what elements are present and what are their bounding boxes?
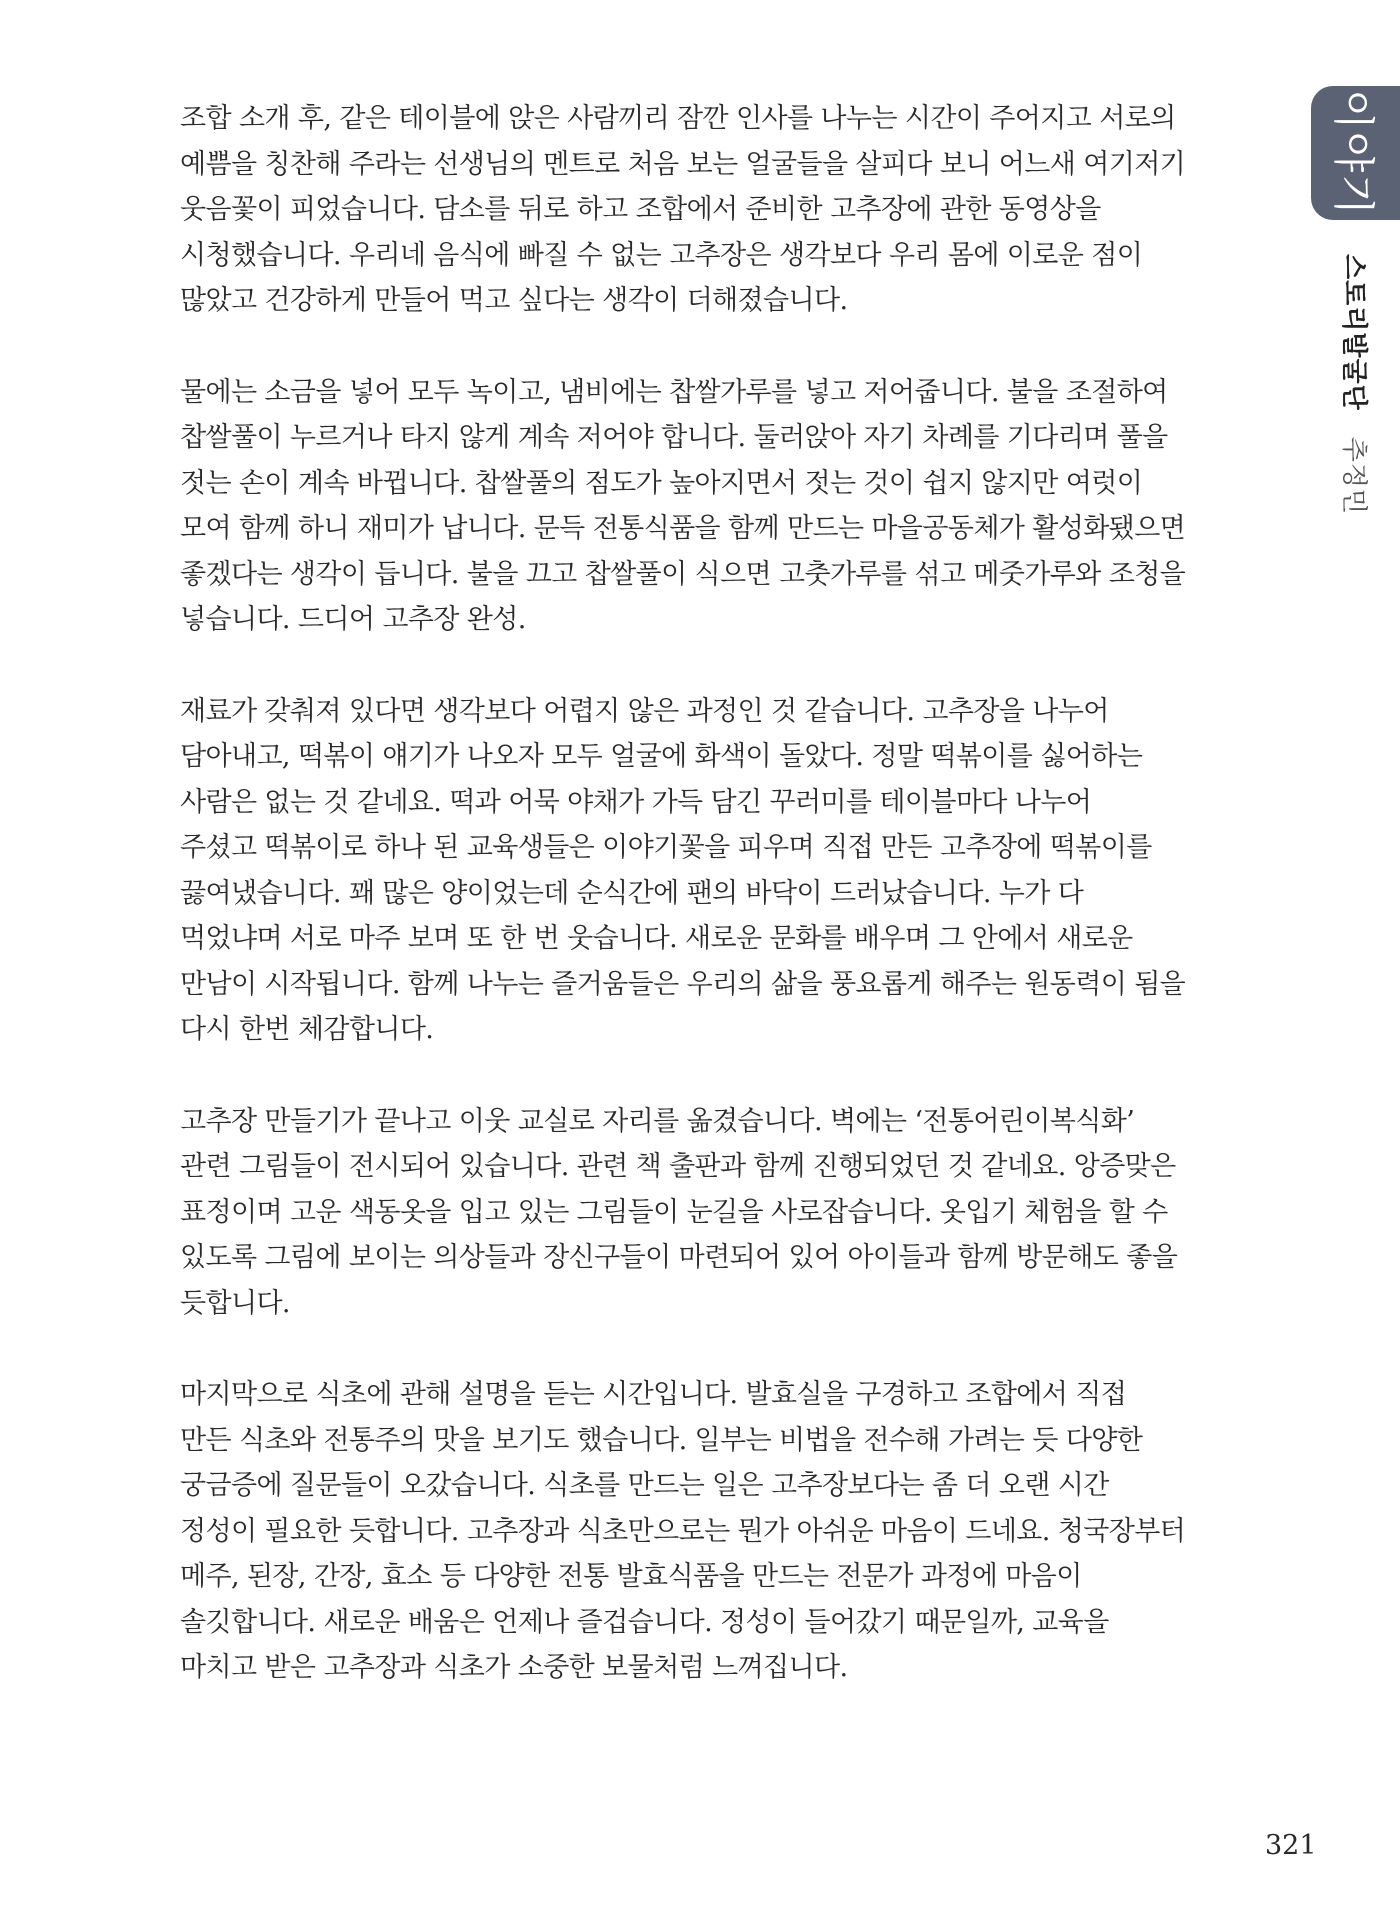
text-line: 물에는 소금을 넣어 모두 녹이고, 냄비에는 찹쌀가루를 넣고 저어줍니다. 불을 조절하여 <box>180 376 1168 408</box>
paragraph-1 <box>180 96 1186 324</box>
text-line: 모여 함께 하니 재미가 납니다. 문득 전통식품을 함께 만드는 마을공동체가 활성화됐으면 <box>180 513 1186 544</box>
text-line: 조합 소개 후, 같은 테이블에 앉은 사람끼리 잠깐 인사를 나누는 시간이 주어지고 서로의 <box>180 103 1176 134</box>
text-line: 넣습니다. 드디어 고추장 완성. <box>180 604 526 635</box>
text-line: 웃음꽃이 피었습니다. 담소를 뒤로 하고 조합에서 준비한 고추장에 관한 동영상을 <box>180 194 1101 225</box>
text-line: 고추장 만들기가 끝나고 이웃 교실로 자리를 옮겼습니다. 벽에는 ‘전통어린이복식화’ <box>180 1105 1135 1137</box>
running-header-author: 추정민 <box>1338 436 1369 516</box>
text-line: 솔깃합니다. 새로운 배움은 언제나 즐겁습니다. 정성이 들어갔기 때문일까, 교육을 <box>180 1606 1109 1638</box>
paragraph-4 <box>180 1099 1180 1327</box>
text-line: 듯합니다. <box>180 1287 290 1319</box>
text-line: 많았고 건강하게 만들어 먹고 싶다는 생각이 더해졌습니다. <box>180 285 848 316</box>
text-line: 있도록 그림에 보이는 의상들과 장신구들이 마련되어 있어 아이들과 함께 방문해도 좋을 <box>180 1242 1178 1273</box>
text-line: 다시 한번 체감합니다. <box>180 1014 434 1045</box>
text-line: 찹쌀풀이 누르거나 타지 않게 계속 저어야 합니다. 둘러앉아 자기 차례를 기다리며 풀을 <box>180 422 1168 453</box>
text-line: 궁금증에 질문들이 오갔습니다. 식초를 만드는 일은 고추장보다는 좀 더 오랜 시간 <box>180 1470 1109 1501</box>
page-number: 321 <box>1265 1830 1317 1861</box>
text-line: 주셨고 떡볶이로 하나 된 교육생들은 이야기꽃을 피우며 직접 만든 고추장에 떡볶이를 <box>180 832 1152 863</box>
text-line: 정성이 필요한 듯합니다. 고추장과 식초만으로는 뭔가 아쉬운 마음이 드네요. 청국장부터 <box>180 1515 1186 1547</box>
text-line: 마지막으로 식초에 관해 설명을 듣는 시간입니다. 발효실을 구경하고 조합에서 직접 <box>180 1379 1127 1410</box>
text-line: 메주, 된장, 간장, 효소 등 다양한 전통 발효식품을 만드는 전문가 과정에 마음이 <box>180 1561 1082 1592</box>
text-line: 예쁨을 칭찬해 주라는 선생님의 멘트로 처음 보는 얼굴들을 살피다 보니 어느새 여기저기 <box>180 148 1186 180</box>
text-line: 재료가 갖춰져 있다면 생각보다 어렵지 않은 과정인 것 같습니다. 고추장을 나누어 <box>180 695 1109 727</box>
text-line: 젓는 손이 계속 바뀝니다. 찹쌀풀의 점도가 높아지면서 젓는 것이 쉽지 않지만 여럿이 <box>180 467 1143 499</box>
section-tab-label: 이야기 <box>1328 89 1378 217</box>
text-line: 먹었냐며 서로 마주 보며 또 한 번 웃습니다. 새로운 문화를 배우며 그 안에서 새로운 <box>180 923 1133 954</box>
text-line: 좋겠다는 생각이 듭니다. 불을 끄고 찹쌀풀이 식으면 고춧가루를 섞고 메줏가루와 조청을 <box>180 558 1186 590</box>
text-line: 표정이며 고운 색동옷을 입고 있는 그림들이 눈길을 사로잡습니다. 옷입기 체험을 할 수 <box>180 1196 1168 1228</box>
running-header-section: 스토리발굴단 <box>1338 254 1369 411</box>
section-tab <box>1311 86 1400 220</box>
article-body <box>180 96 1186 1737</box>
text-line: 마치고 받은 고추장과 식초가 소중한 보물처럼 느껴집니다. <box>180 1652 848 1683</box>
text-line: 관련 그림들이 전시되어 있습니다. 관련 책 출판과 함께 진행되었던 것 같네요. 앙증맞은 <box>180 1151 1176 1182</box>
paragraph-3 <box>180 689 1186 1053</box>
text-line: 끓여냈습니다. 꽤 많은 양이었는데 순식간에 팬의 바닥이 드러났습니다. 누가 다 <box>180 877 1084 909</box>
paragraph-5 <box>180 1372 1186 1691</box>
paragraph-2 <box>180 370 1186 643</box>
text-line: 시청했습니다. 우리네 음식에 빠질 수 없는 고추장은 생각보다 우리 몸에 이로운 점이 <box>180 239 1143 271</box>
text-line: 사람은 없는 것 같네요. 떡과 어묵 야채가 가득 담긴 꾸러미를 테이블마다 나누어 <box>180 786 1092 818</box>
text-line: 만남이 시작됩니다. 함께 나누는 즐거움들은 우리의 삶을 풍요롭게 해주는 원동력이 됨을 <box>180 968 1186 1000</box>
text-line: 담아내고, 떡볶이 얘기가 나오자 모두 얼굴에 화색이 돌았다. 정말 떡볶이를 싫어하는 <box>180 741 1143 772</box>
text-line: 만든 식초와 전통주의 맛을 보기도 했습니다. 일부는 비법을 전수해 가려는 듯 다양한 <box>180 1424 1143 1456</box>
